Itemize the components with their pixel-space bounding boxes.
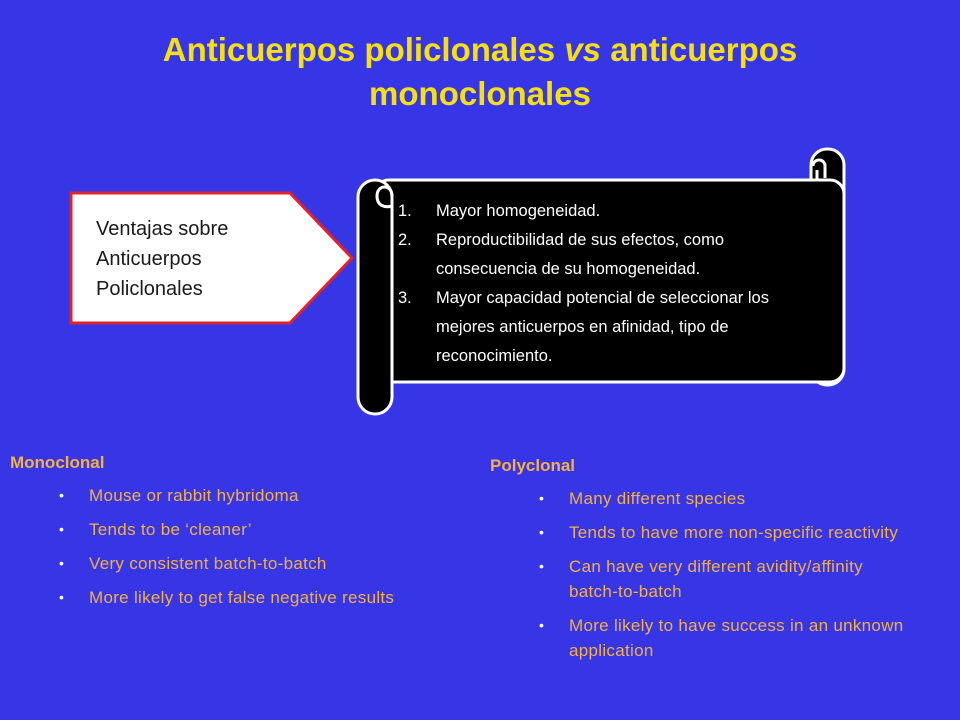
item-number: 1. xyxy=(398,202,412,220)
title-italic: vs xyxy=(564,31,602,68)
slide-title xyxy=(60,28,900,116)
list-item xyxy=(539,554,910,604)
bullet-icon: • xyxy=(539,558,545,574)
list-item xyxy=(539,613,910,663)
bullet-icon: • xyxy=(59,555,65,571)
bullet-icon: • xyxy=(539,617,545,633)
polyclonal-column xyxy=(490,456,910,672)
monoclonal-heading: Monoclonal xyxy=(10,453,105,472)
arrow-box-line: Policlonales xyxy=(96,278,203,300)
list-item xyxy=(59,551,410,576)
list-item-text: Tends to have more non-specific reactivity xyxy=(569,523,899,542)
list-item xyxy=(398,197,828,226)
polyclonal-list xyxy=(539,486,910,663)
item-number: 2. xyxy=(398,231,412,249)
bullet-icon: • xyxy=(59,487,65,503)
arrow-box-line: Ventajas sobre xyxy=(96,218,229,240)
monoclonal-column xyxy=(10,453,410,619)
bullet-icon: • xyxy=(539,524,545,540)
advantages-list xyxy=(398,197,828,371)
list-item-text: Mouse or rabbit hybridoma xyxy=(89,486,299,505)
list-item xyxy=(59,585,410,610)
title-part2: anticuerpos monoclonales xyxy=(369,31,798,112)
list-item-text: Very consistent batch-to-batch xyxy=(89,554,327,573)
bullet-icon: • xyxy=(59,589,65,605)
list-item xyxy=(398,284,828,371)
list-item xyxy=(539,520,910,545)
arrow-box-line: Anticuerpos xyxy=(96,248,202,270)
bullet-icon: • xyxy=(59,521,65,537)
bullet-icon: • xyxy=(539,490,545,506)
monoclonal-list xyxy=(59,483,410,610)
arrow-box-text xyxy=(96,214,296,304)
item-text: Mayor homogeneidad. xyxy=(436,202,601,220)
item-text: Reproductibilidad de sus efectos, como consecuencia de su homogeneidad. xyxy=(436,231,724,278)
item-text: Mayor capacidad potencial de seleccionar los mejores anticuerpos en afinidad, tipo de reconocimiento. xyxy=(436,289,769,365)
list-item-text: More likely to get false negative results xyxy=(89,588,395,607)
list-item xyxy=(539,486,910,511)
list-item-text: More likely to have success in an unknown application xyxy=(569,616,904,660)
list-item xyxy=(59,517,410,542)
polyclonal-heading: Polyclonal xyxy=(490,456,576,475)
list-item xyxy=(398,226,828,284)
item-number: 3. xyxy=(398,289,412,307)
title-part1: Anticuerpos policlonales xyxy=(162,31,565,68)
list-item-text: Tends to be ‘cleaner’ xyxy=(89,520,252,539)
list-item xyxy=(59,483,410,508)
list-item-text: Many different species xyxy=(569,489,746,508)
list-item-text: Can have very different avidity/affinity batch-to-batch xyxy=(569,557,863,601)
